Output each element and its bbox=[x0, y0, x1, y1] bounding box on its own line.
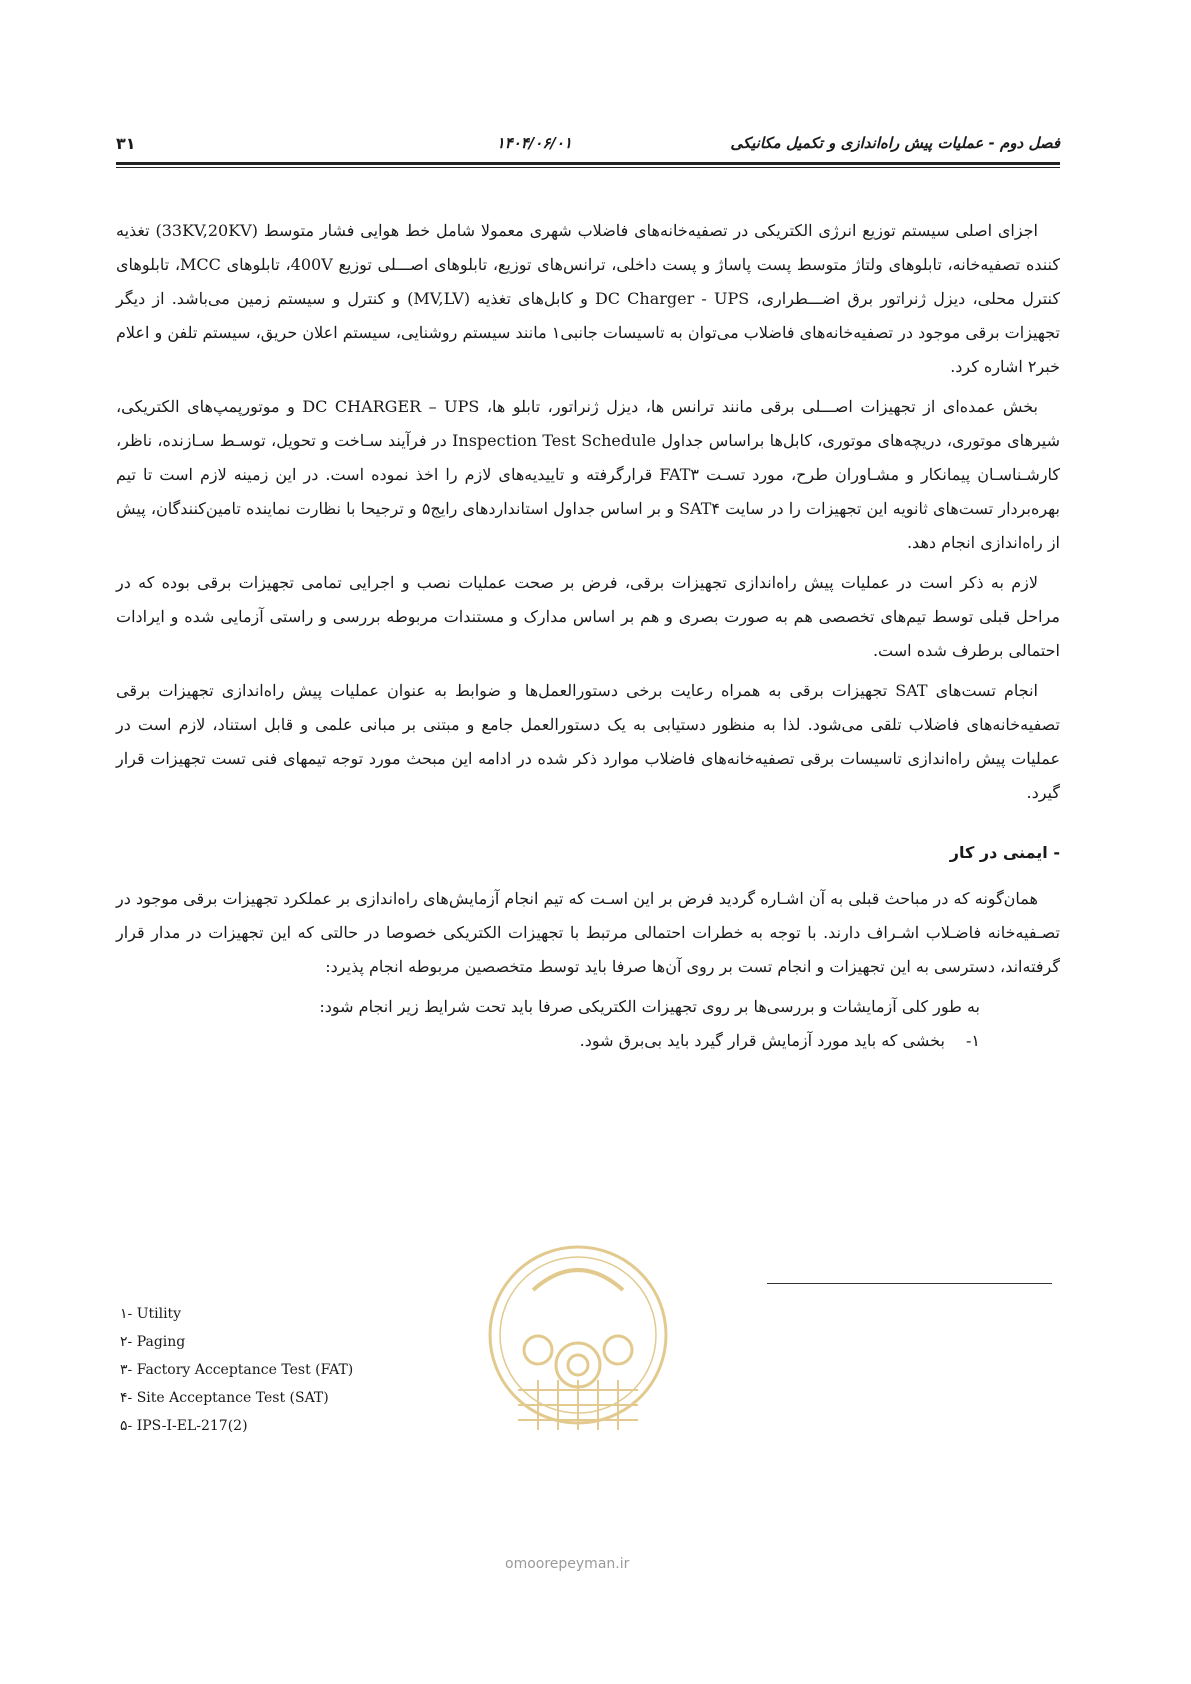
watermark-logo-icon bbox=[478, 1230, 678, 1450]
footnote-item: ۲- Paging bbox=[120, 1334, 186, 1350]
header-divider-thin bbox=[116, 167, 1060, 168]
section-heading-work-safety: - ایمنی در کار bbox=[949, 843, 1060, 862]
footnote-item: ۵- IPS-I-EL-217(2) bbox=[120, 1418, 248, 1434]
footnote-item: ۱- Utility bbox=[120, 1306, 182, 1322]
footnote-item: ۳- Factory Acceptance Test (FAT) bbox=[120, 1362, 354, 1378]
page-number: ۳۱ bbox=[116, 134, 136, 153]
list-item bbox=[116, 1024, 1060, 1058]
paragraph-safety: همان‌گونه که در مباحث قبلی به آن اشـاره گردید فرض بر این اسـت که تیم انجام آزمایش‌های راه‌اندازی بر عملکرد تجهیزات برقی موجود در تصـفیه‌خانه فاضـلاب اشـراف دارند. با توجه به خطرات احتمالی مرتبط با تجهیزات الکتریکی خصوصا در حالتی که این تجهیزات در مدار قرار گرفته‌اند، دسترسی به این تجهیزات و انجام تست بر روی آن‌ها صرفا باید توسط متخصصین مربوطه انجام پذیرد: bbox=[116, 889, 1060, 976]
paragraph-installation-assumption: لازم به ذکر است در عملیات پیش راه‌اندازی تجهیزات برقی، فرض بر صحت عملیات نصب و اجرایی تمامی تجهیزات برقی بوده که در مراحل قبلی توسط تیم‌های تخصصی هم به صورت بصری و هم بر اساس مدارک و مستندات مربوطه بررسی و راستی آزمایی شده و ایرادات احتمالی برطرف شده است. bbox=[116, 573, 1060, 660]
list-item-number: ۱- bbox=[966, 1031, 980, 1050]
document-body bbox=[116, 214, 1060, 1058]
header-divider bbox=[116, 162, 1060, 165]
footnotes bbox=[120, 1300, 450, 1440]
conditions-intro: به طور کلی آزمایشات و بررسی‌ها بر روی تجهیزات الکتریکی صرفا باید تحت شرایط زیر انجام شود: bbox=[319, 997, 980, 1016]
header-date: ۱۴۰۴/۰۶/۰۱ bbox=[496, 134, 572, 152]
footnote-item: ۴- Site Acceptance Test (SAT) bbox=[120, 1390, 329, 1406]
list-item-text: بخشی که باید مورد آزمایش قرار گیرد باید بی‌برق شود. bbox=[579, 1031, 945, 1050]
watermark-url: omoorepeyman.ir bbox=[505, 1556, 630, 1572]
paragraph-fat-sat-tests: بخش عمده‌ای از تجهیزات اصـــلی برقی مانند ترانس ها، دیزل ژنراتور، تابلو ها، DC CHARGER – UPS و موتورپمپ‌های الکتریکی، شیرهای موتوری، دریچه‌های موتوری، کابل‌ها براساس جداول Inspection Test Schedule در فرآیند سـاخت و تحویل، توسـط سـازنده، ناظر، کارشـناسـان پیمانکار و مشـاوران طرح، مورد تسـت FAT۳ قرارگرفته و تاییدیه‌های لازم را اخذ نموده است. در این زمینه لازم است تا تیم بهره‌بردار تست‌های ثانویه این تجهیزات را در سایت SAT۴ و بر اساس جداول استانداردهای رایج۵ و ترجیحا با نظارت نماینده تامین‌کنندگان، پیش از راه‌اندازی انجام دهد. bbox=[116, 397, 1061, 552]
footnote-divider bbox=[767, 1283, 1052, 1284]
paragraph-sat-instructions: انجام تست‌های SAT تجهیزات برقی به همراه رعایت برخی دستورالعمل‌ها و ضوابط به عنوان عملیات پیش راه‌اندازی تجهیزات برقی تصفیه‌خانه‌های فاضلاب تلقی می‌شود. لذا به منظور دستیابی به یک دستورالعمل جامع و مبتنی بر مبانی علمی و قابل استناد، لازم است در عملیات پیش راه‌اندازی تاسیسات برقی تصفیه‌خانه‌های فاضلاب موارد ذکر شده در ادامه این مبحث مورد توجه تیمهای فنی تست تجهیزات قرار گیرد. bbox=[116, 681, 1061, 802]
chapter-title: فصل دوم - عملیات پیش راه‌اندازی و تکمیل مکانیکی bbox=[730, 134, 1060, 152]
paragraph-electrical-components: اجزای اصلی سیستم توزیع انرژی الکتریکی در تصفیه‌خانه‌های فاضلاب شهری معمولا شامل خط هوایی فشار متوسط (33KV,20KV) تغذیه کننده تصفیه‌خانه، تابلوهای ولتاژ متوسط پست پاساژ و پست داخلی، ترانس‌های توزیع، تابلوهای اصـــلی توزیع 400V، تابلوهای MCC، تابلوهای کنترل محلی، دیزل ژنراتور برق اضـــطراری، DC Charger - UPS و کابل‌های تغذیه (MV,LV) و کنترل و سیستم زمین می‌باشد. از دیگر تجهیزات برقی موجود در تصفیه‌خانه‌های فاضلاب می‌توان به تاسیسات جانبی۱ مانند سیستم روشنایی، سیستم اعلان حریق، سیستم تلفن و اعلام خبر۲ اشاره کرد. bbox=[116, 221, 1061, 376]
